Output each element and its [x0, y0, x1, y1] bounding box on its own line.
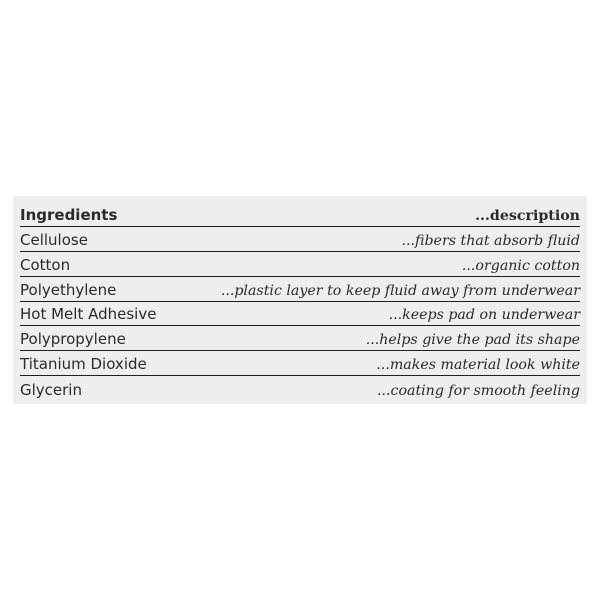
- ingredients-panel: [13, 196, 587, 404]
- table-row: [20, 326, 580, 351]
- table-row: [20, 302, 580, 327]
- description-heading: ...description: [475, 207, 580, 224]
- ingredient-description: ...coating for smooth feeling: [376, 383, 580, 400]
- table-row: [20, 227, 580, 252]
- ingredient-name: Glycerin: [20, 381, 82, 400]
- ingredient-description: ...fibers that absorb fluid: [401, 232, 580, 249]
- ingredients-table: [20, 202, 580, 401]
- ingredient-name: Polypropylene: [20, 330, 126, 349]
- table-row: [20, 277, 580, 302]
- ingredient-description: ...plastic layer to keep fluid away from underwear: [220, 282, 580, 299]
- ingredient-name: Hot Melt Adhesive: [20, 305, 157, 324]
- ingredient-description: ...organic cotton: [461, 257, 580, 274]
- table-row: [20, 252, 580, 277]
- ingredient-name: Titanium Dioxide: [20, 355, 147, 374]
- ingredient-description: ...makes material look white: [376, 357, 580, 374]
- ingredients-heading: Ingredients: [20, 205, 118, 224]
- ingredient-name: Polyethylene: [20, 280, 117, 299]
- ingredient-description: ...keeps pad on underwear: [388, 307, 580, 324]
- table-header-row: [20, 202, 580, 227]
- ingredient-description: ...helps give the pad its shape: [365, 332, 580, 349]
- table-row: [20, 376, 580, 401]
- ingredient-name: Cellulose: [20, 230, 88, 249]
- table-row: [20, 351, 580, 376]
- ingredient-name: Cotton: [20, 255, 71, 274]
